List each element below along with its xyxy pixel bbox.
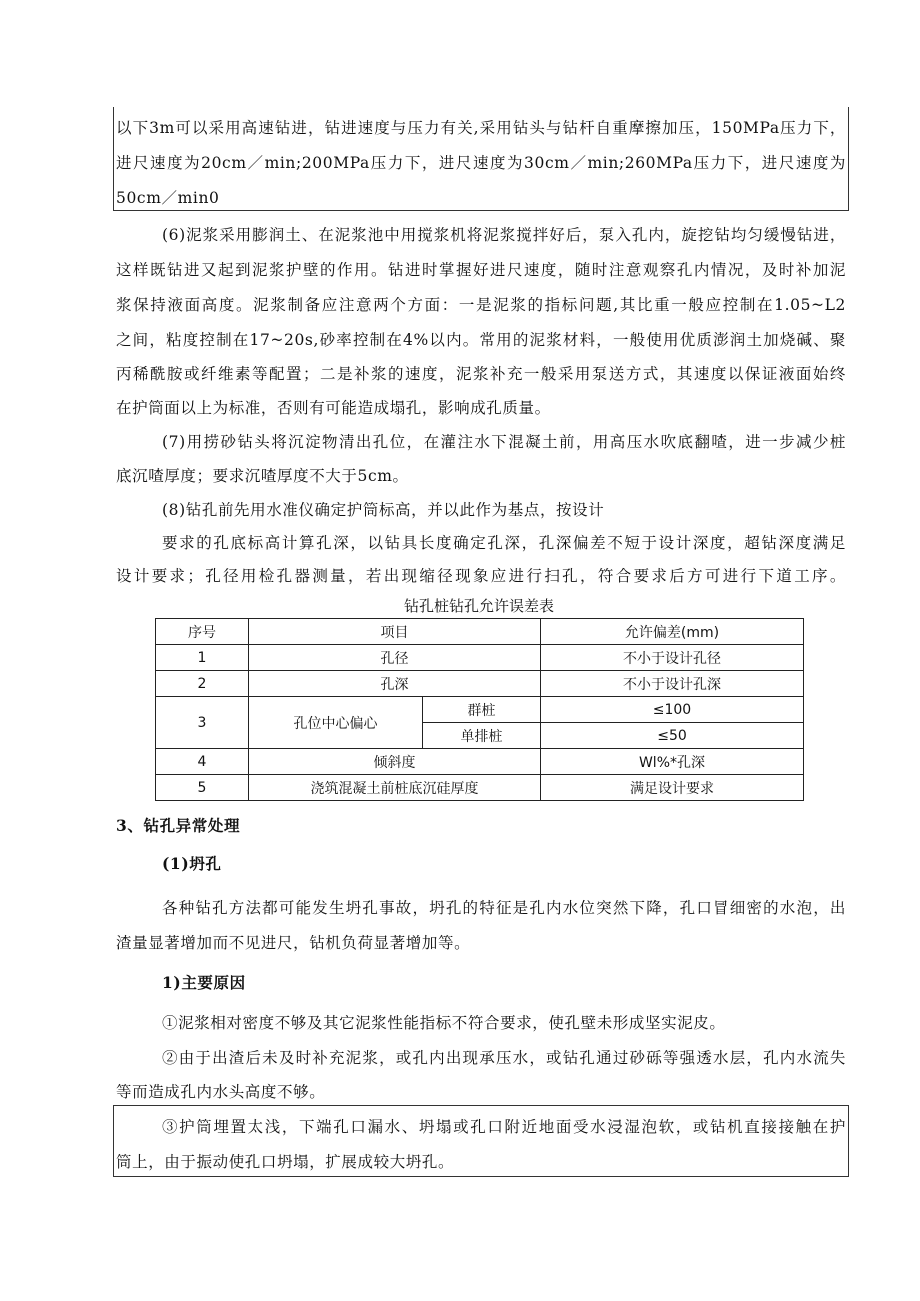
cell-no: 3 [156,697,249,749]
tolerance-table [155,618,804,801]
para8-line: 设计要求；孔径用检孔器测量，若出现缩径现象应进行扫孔，符合要求后方可进行下道工序。 [116,567,846,585]
cell-item: 孔径 [249,645,541,671]
cell-subitem: 群桩 [423,697,541,723]
top-box-line: 以下3m可以采用高速钻进，钻进速度与压力有关,采用钻头与钻杆自重摩擦加压，150MPa压力下， [116,119,846,137]
header-tolerance: 允许偏差(mm) [541,619,804,645]
top-box-line: 进尺速度为20cm／min;200MPa压力下，进尺速度为30cm／min;260MPa压力下，进尺速度为 [116,154,846,172]
cell-subitem: 单排桩 [423,723,541,749]
intro-line: 渣量显著增加而不见进尺，钻机负荷显著增加等。 [116,934,471,952]
para6-line: 之间，粘度控制在17~20s,砂率控制在4%以内。常用的泥浆材料，一般使用优质澎润土加烧碱、聚 [116,331,846,349]
intro-line: 各种钻孔方法都可能发生坍孔事故，坍孔的特征是孔内水位突然下降，孔口冒细密的水泡，出 [162,899,846,917]
table-row [156,775,804,801]
para6-line: 浆保持液面高度。泥浆制备应注意两个方面：一是泥浆的指标问题,其比重一般应控制在1.05~L2 [116,296,846,314]
section-heading: 3、钻孔异常处理 [116,816,241,835]
cell-tolerance: ≤50 [541,723,804,749]
top-box-line: 50cm／min0 [116,189,220,207]
header-no: 序号 [156,619,249,645]
para6-line: 在护筒面以上为标准，否则有可能造成塌孔，影响成孔质量。 [116,399,551,417]
table-row [156,749,804,775]
cause-2-line: 等而造成孔内水头高度不够。 [116,1083,326,1101]
table-row [156,645,804,671]
cause-3-line: 筒上，由于振动使孔口坍塌，扩展成较大坍孔。 [116,1153,455,1171]
cell-no: 2 [156,671,249,697]
cell-no: 1 [156,645,249,671]
cell-item: 孔深 [249,671,541,697]
cause-heading: 1)主要原因 [162,973,246,992]
para6-line: 丙稀酰胺或纤维素等配置；二是补浆的速度，泥浆补充一般采用泵送方式，其速度以保证液面始终 [116,365,846,383]
para7-line: (7)用捞砂钻头将沉淀物清出孔位，在灌注水下混凝土前，用高压水吹底翻喳，进一步减少桩 [162,433,846,451]
cell-tolerance: 满足设计要求 [541,775,804,801]
cause-2-line: ②由于出渣后未及时补充泥浆，或孔内出现承压水，或钻孔通过砂砾等强透水层，孔内水流失 [162,1049,846,1067]
cause-3-line: ③护筒埋置太浅，下端孔口漏水、坍塌或孔口附近地面受水浸湿泡软，或钻机直接接触在护 [162,1118,846,1136]
cell-tolerance: ≤100 [541,697,804,723]
cell-item: 倾斜度 [249,749,541,775]
cell-tolerance: 不小于设计孔深 [541,671,804,697]
cell-no: 4 [156,749,249,775]
header-item: 项目 [249,619,541,645]
para7-line: 底沉喳厚度；要求沉喳厚度不大于5cm。 [116,467,409,485]
table-caption: 钻孔桩钻孔允许误差表 [403,597,554,615]
cell-tolerance: 不小于设计孔径 [541,645,804,671]
cell-item: 孔位中心偏心 [249,697,423,749]
para6-line: (6)泥浆采用膨润土、在泥浆池中用搅浆机将泥浆搅拌好后，泵入孔内，旋挖钻均匀缓慢钻进， [162,226,846,244]
sub-heading: (1)坍孔 [162,854,222,873]
cell-tolerance: Wl%*孔深 [541,749,804,775]
para6-line: 这样既钻进又起到泥浆护壁的作用。钻进时掌握好进尺速度，随时注意观察孔内情况，及时补加泥 [116,261,846,279]
cell-item: 浇筑混凝土前桩底沉硅厚度 [249,775,541,801]
para8-line: 要求的孔底标高计算孔深，以钻具长度确定孔深，孔深偏差不短于设计深度，超钻深度满足 [162,534,846,552]
cell-no: 5 [156,775,249,801]
para8-line: (8)钻孔前先用水准仪确定护筒标高，并以此作为基点，按设计 [162,501,605,519]
table-row [156,671,804,697]
table-row [156,697,804,723]
table-header-row [156,619,804,645]
cause-1: ①泥浆相对密度不够及其它泥浆性能指标不符合要求，使孔壁未形成坚实泥皮。 [162,1014,726,1032]
